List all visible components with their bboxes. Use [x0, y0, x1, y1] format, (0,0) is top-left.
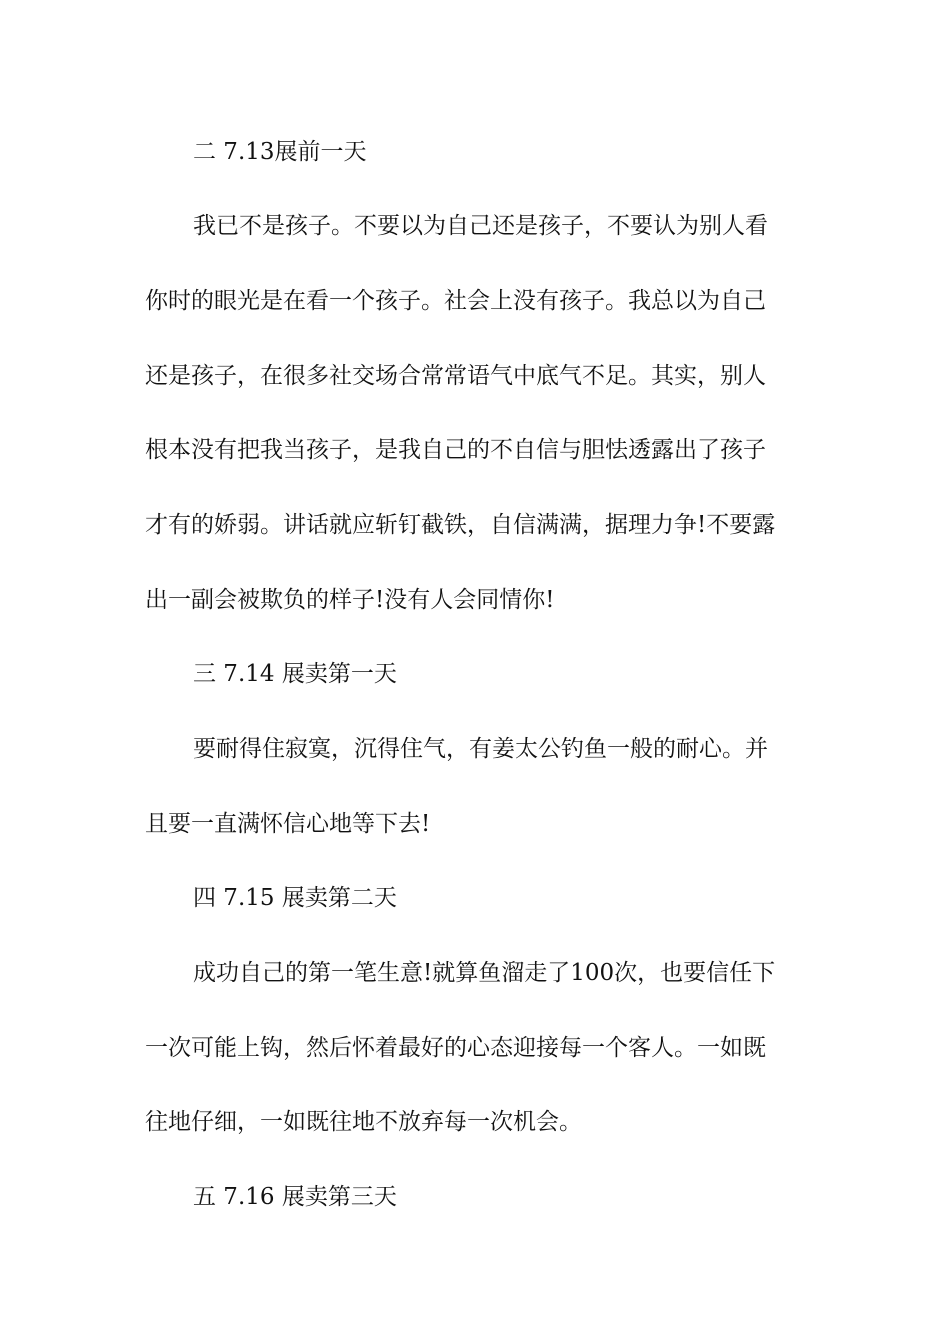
paragraph-line: 你时的眼光是在看一个孩子。社会上没有孩子。我总以为自己	[145, 288, 766, 314]
paragraph-line: 才有的娇弱。讲话就应斩钉截铁，自信满满，据理力争!不要露	[145, 512, 776, 538]
paragraph-line: 根本没有把我当孩子，是我自己的不自信与胆怯透露出了孩子	[145, 437, 766, 463]
paragraph-line: 且要一直满怀信心地等下去!	[145, 811, 431, 837]
section-heading-2: 二 7.13展前一天	[193, 139, 367, 165]
paragraph-line: 出一副会被欺负的样子!没有人会同情你!	[145, 587, 555, 613]
paragraph-line: 要耐得住寂寞，沉得住气，有姜太公钓鱼一般的耐心。并	[193, 736, 768, 762]
section-heading-3: 三 7.14 展卖第一天	[193, 661, 397, 687]
paragraph-line: 一次可能上钩，然后怀着最好的心态迎接每一个客人。一如既	[145, 1035, 766, 1061]
section-heading-4: 四 7.15 展卖第二天	[193, 885, 397, 911]
paragraph-line: 往地仔细，一如既往地不放弃每一次机会。	[145, 1109, 582, 1135]
section-heading-5: 五 7.16 展卖第三天	[193, 1184, 397, 1210]
paragraph-line: 我已不是孩子。不要以为自己还是孩子，不要认为别人看	[193, 213, 768, 239]
paragraph-line: 成功自己的第一笔生意!就算鱼溜走了100次，也要信任下	[193, 960, 776, 986]
paragraph-line: 还是孩子，在很多社交场合常常语气中底气不足。其实，别人	[145, 363, 766, 389]
